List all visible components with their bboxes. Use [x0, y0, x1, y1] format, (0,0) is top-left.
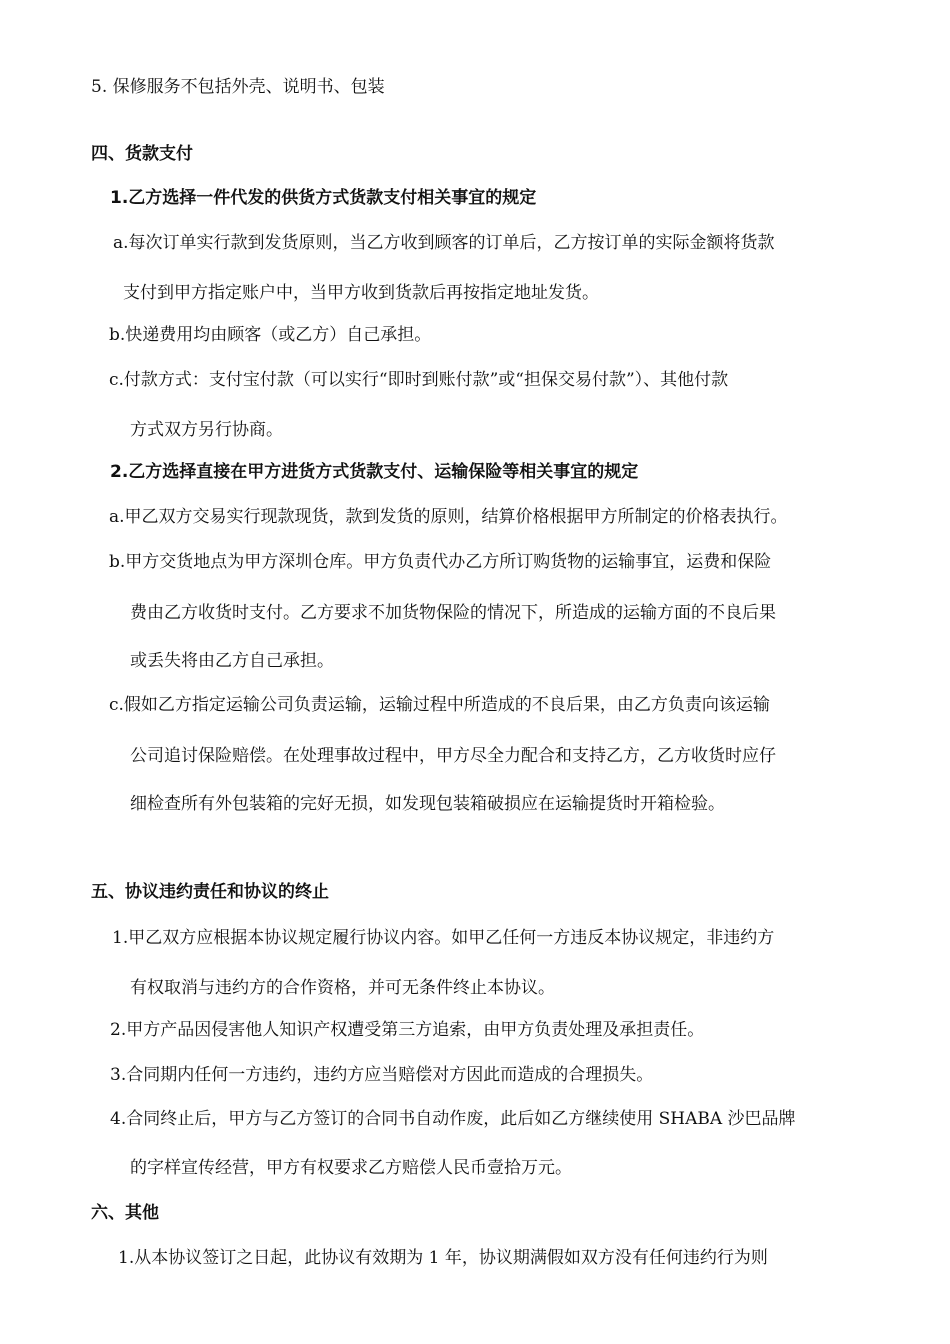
text-line: 方式双方另行协商。	[130, 420, 283, 440]
text-line: b.快递费用均由顾客（或乙方）自己承担。	[109, 325, 432, 345]
text-line: 或丢失将由乙方自己承担。	[130, 651, 334, 671]
section-heading: 五、协议违约责任和协议的终止	[91, 882, 329, 902]
text-line: 的字样宣传经营，甲方有权要求乙方赔偿人民币壹拾万元。	[130, 1158, 572, 1178]
text-line: 3.合同期内任何一方违约，违约方应当赔偿对方因此而造成的合理损失。	[110, 1065, 654, 1085]
text-line: c.假如乙方指定运输公司负责运输，运输过程中所造成的不良后果，由乙方负责向该运输	[109, 695, 770, 715]
text-line: 费由乙方收货时支付。乙方要求不加货物保险的情况下，所造成的运输方面的不良后果	[130, 603, 776, 623]
text-line: b.甲方交货地点为甲方深圳仓库。甲方负责代办乙方所订购货物的运输事宜，运费和保险	[109, 552, 772, 572]
text-line: a.每次订单实行款到发货原则，当乙方收到顾客的订单后，乙方按订单的实际金额将货款	[113, 233, 775, 253]
text-line: 1.甲乙双方应根据本协议规定履行协议内容。如甲乙任何一方违反本协议规定，非违约方	[112, 928, 775, 948]
text-line: 支付到甲方指定账户中，当甲方收到货款后再按指定地址发货。	[123, 283, 599, 303]
section-heading: 六、其他	[91, 1203, 159, 1223]
section-heading: 2.乙方选择直接在甲方进货方式货款支付、运输保险等相关事宜的规定	[110, 462, 639, 482]
text-line: c.付款方式：支付宝付款（可以实行“即时到账付款”或“担保交易付款”）、其他付款	[109, 370, 729, 390]
section-heading: 1.乙方选择一件代发的供货方式货款支付相关事宜的规定	[110, 188, 537, 208]
text-line: a.甲乙双方交易实行现款现货，款到发货的原则，结算价格根据甲方所制定的价格表执行。	[109, 507, 788, 527]
text-line: 1.从本协议签订之日起，此协议有效期为 1 年，协议期满假如双方没有任何违约行为则	[118, 1248, 768, 1268]
text-line: 2.甲方产品因侵害他人知识产权遭受第三方追索，由甲方负责处理及承担责任。	[110, 1020, 705, 1040]
text-line: 有权取消与违约方的合作资格，并可无条件终止本协议。	[130, 978, 555, 998]
text-line: 5. 保修服务不包括外壳、说明书、包装	[91, 77, 385, 97]
text-line: 公司追讨保险赔偿。在处理事故过程中，甲方尽全力配合和支持乙方，乙方收货时应仔	[130, 746, 776, 766]
text-line: 细检查所有外包装箱的完好无损，如发现包装箱破损应在运输提货时开箱检验。	[130, 794, 725, 814]
text-line: 4.合同终止后，甲方与乙方签订的合同书自动作废，此后如乙方继续使用 SHABA 沙巴品牌	[110, 1109, 796, 1129]
section-heading: 四、货款支付	[91, 144, 193, 164]
